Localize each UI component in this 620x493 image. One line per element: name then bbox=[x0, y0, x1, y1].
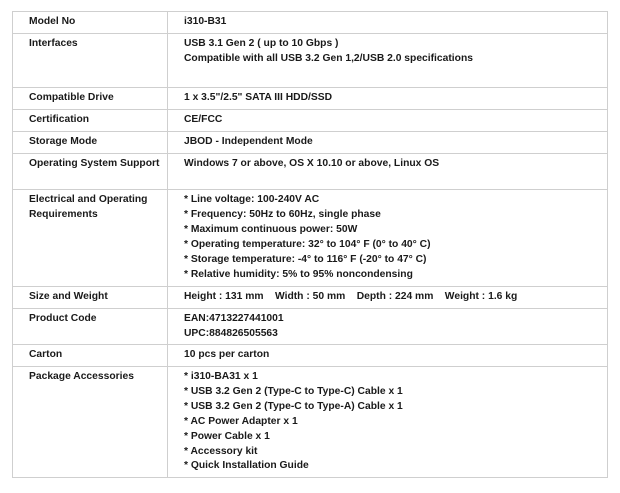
spec-value-line: * AC Power Adapter x 1 bbox=[184, 415, 298, 427]
spec-table bbox=[12, 11, 608, 478]
spec-value-line: USB 3.1 Gen 2 ( up to 10 Gbps ) bbox=[184, 38, 339, 49]
spec-value-line: Compatible with all USB 3.2 Gen 1,2/USB 2.0 specifications bbox=[184, 52, 473, 64]
spec-value bbox=[168, 287, 608, 309]
spec-label: Package Accessories bbox=[13, 367, 168, 478]
spec-value-line: * Quick Installation Guide bbox=[184, 460, 309, 472]
spec-label: Model No bbox=[13, 12, 168, 34]
spec-value bbox=[168, 132, 608, 154]
spec-value-line: Height : 131 mm Width : 50 mm Depth : 224 mm Weight : 1.6 kg bbox=[184, 291, 518, 302]
spec-label: Size and Weight bbox=[13, 287, 168, 309]
spec-value bbox=[168, 12, 608, 34]
spec-value-line: * Line voltage: 100-240V AC bbox=[184, 194, 320, 205]
spec-value-line: 1 x 3.5"/2.5" SATA III HDD/SSD bbox=[184, 92, 333, 103]
spec-value-line: * i310-BA31 x 1 bbox=[184, 371, 258, 382]
spec-row-electrical bbox=[13, 190, 608, 287]
spec-value-line: * USB 3.2 Gen 2 (Type-C to Type-A) Cable x 1 bbox=[184, 400, 403, 412]
spec-value-line: * USB 3.2 Gen 2 (Type-C to Type-C) Cable x 1 bbox=[184, 385, 403, 397]
spec-value bbox=[168, 367, 608, 478]
spec-value-line: Windows 7 or above, OS X 10.10 or above, Linux OS bbox=[184, 158, 440, 169]
spec-row-model-no bbox=[13, 12, 608, 34]
spec-label: Certification bbox=[13, 110, 168, 132]
spec-value-line: * Storage temperature: -4° to 116° F (-20° to 47° C) bbox=[184, 253, 427, 265]
spec-row-operating-system bbox=[13, 154, 608, 190]
spec-value-line: JBOD - Independent Mode bbox=[184, 136, 313, 147]
spec-row-compatible-drive bbox=[13, 88, 608, 110]
spec-label: Carton bbox=[13, 345, 168, 367]
spec-value-line: CE/FCC bbox=[184, 114, 223, 125]
spec-value-line: EAN:4713227441001 bbox=[184, 313, 284, 324]
spec-label: Storage Mode bbox=[13, 132, 168, 154]
spec-row-interfaces bbox=[13, 34, 608, 88]
spec-label: Compatible Drive bbox=[13, 88, 168, 110]
spec-value-line: * Operating temperature: 32° to 104° F (0° to 40° C) bbox=[184, 238, 431, 250]
spec-value bbox=[168, 309, 608, 345]
spec-value-line: * Accessory kit bbox=[184, 445, 258, 457]
spec-row-certification bbox=[13, 110, 608, 132]
spec-value-line: * Power Cable x 1 bbox=[184, 430, 270, 442]
spec-row-package-accessories bbox=[13, 367, 608, 478]
spec-value bbox=[168, 345, 608, 367]
spec-row-size-weight bbox=[13, 287, 608, 309]
spec-value bbox=[168, 154, 608, 190]
spec-label: Interfaces bbox=[13, 34, 168, 88]
spec-value-line: i310-B31 bbox=[184, 16, 227, 27]
spec-value-line: * Relative humidity: 5% to 95% noncondensing bbox=[184, 268, 413, 280]
spec-value-line: 10 pcs per carton bbox=[184, 349, 270, 360]
spec-row-storage-mode bbox=[13, 132, 608, 154]
spec-value-line: * Frequency: 50Hz to 60Hz, single phase bbox=[184, 208, 381, 220]
spec-row-carton bbox=[13, 345, 608, 367]
spec-label: Electrical and Operating Requirements bbox=[13, 190, 168, 287]
spec-value bbox=[168, 34, 608, 88]
spec-value-line: UPC:884826505563 bbox=[184, 327, 278, 339]
spec-value bbox=[168, 190, 608, 287]
spec-label: Product Code bbox=[13, 309, 168, 345]
spec-value bbox=[168, 110, 608, 132]
spec-label: Operating System Support bbox=[13, 154, 168, 190]
spec-row-product-code bbox=[13, 309, 608, 345]
spec-value-line: * Maximum continuous power: 50W bbox=[184, 223, 358, 235]
spec-value bbox=[168, 88, 608, 110]
